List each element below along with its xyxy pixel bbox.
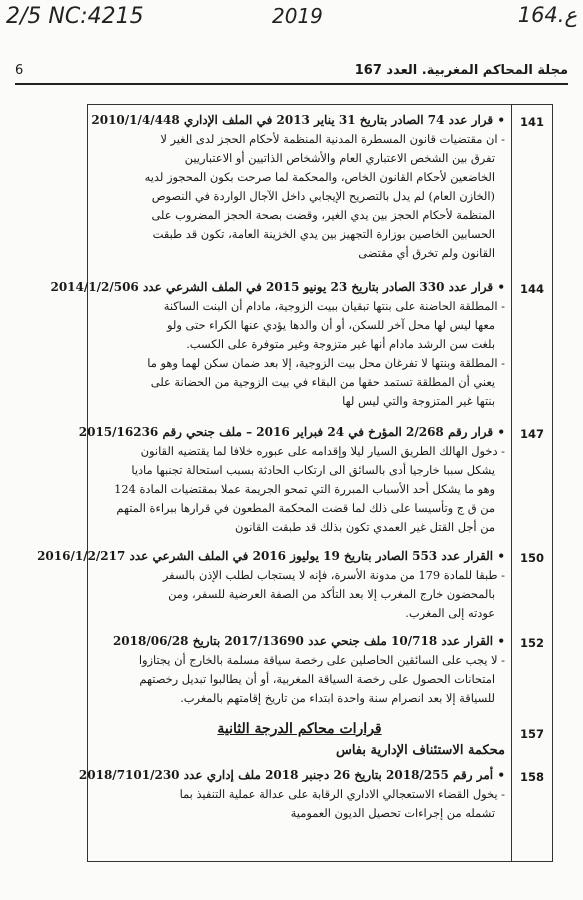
entry-text: يشكل سببا خارجيا أدى بالسائق الى ارتكاب الحادثة بسبب استحالة تجنبها ماديا xyxy=(131,463,495,477)
index-entry xyxy=(78,423,505,537)
entry-text: من أجل القتل غير العمدي تكون بذلك قد طبقت القانون xyxy=(234,520,495,534)
entry-text: - لا يجب على السائقين الحاصلين على رخصة سياقة مسلمة بالخارج أن يجتازوا xyxy=(138,653,505,667)
handwritten-reference: 2/5 NC:4215 xyxy=(6,4,144,29)
entry-page-number: 147 xyxy=(519,427,544,441)
handwritten-year: 2019 xyxy=(272,4,323,28)
entry-text: تفرق بين الشخص الاعتباري العام والأشخاص الذاتيين أو الاعتباريين xyxy=(184,151,495,165)
entry-text: من ق ج وتأسيسا على ذلك لما قضت المحكمة المطعون في قرارها ببراءة المتهم xyxy=(116,501,495,515)
entry-text: - يخول القضاء الاستعجالي الاداري الرقابة على عدالة عملية التنفيذ بما xyxy=(179,787,505,801)
court-name: محكمة الاستئناف الإدارية بفاس xyxy=(335,743,505,758)
entry-text: يعني أن المطلقة تستمد حقها من البقاء في بيت الزوجية من الحضانة على xyxy=(150,375,495,389)
entry-heading: • القرار عدد 553 الصادر بتاريخ 19 يوليوز 2016 في الملف الشرعي عدد 2016/1/2/217 xyxy=(37,549,505,563)
entry-text: للسياقة إلا بعد انصرام سنة واحدة ابتداء من تاريخ إقامتهم بالمغرب. xyxy=(180,691,495,705)
entry-page-number: 150 xyxy=(519,551,544,565)
index-entry xyxy=(91,111,505,263)
index-entry xyxy=(50,278,505,411)
running-header xyxy=(15,63,568,85)
entry-text: - دخول الهالك الطريق السيار ليلا وإقدامه على عبوره خلافا لما يقتضيه القانون xyxy=(140,444,505,458)
entry-text: معها ليس لها محل آخر للسكن، أو أن والدها يؤدي عنها الكراء حتى ولو xyxy=(167,318,495,332)
entry-text: الخاضعين لأحكام القانون الخاص، والمحكمة لما صرحت بكون المحجوز لديه xyxy=(144,170,495,184)
index-entry xyxy=(94,632,505,708)
entry-text: بنتها غير المتزوجة والتي ليس لها xyxy=(342,394,495,408)
page-number: 6 xyxy=(15,63,24,78)
entry-text: امتحانات الحصول على رخصة السياقة المغربية، أو أن يطالبوا تبديل رخصتهم xyxy=(139,672,495,686)
index-entry xyxy=(78,766,505,823)
entry-text: (الخازن العام) لم يدل بالتصريح الإيجابي داخل الآجال الواردة في النصوص xyxy=(151,189,495,203)
entry-text: - طبقا للمادة 179 من مدونة الأسرة، فإنه لا يستجاب لطلب الإذن بالسفر xyxy=(162,568,505,582)
entry-heading: • قرار عدد 74 الصادر بتاريخ 31 يناير 2013 في الملف الإداري 2010/1/4/448 xyxy=(91,113,505,127)
entry-page-number: 144 xyxy=(519,282,544,296)
section-title: قرارات محاكم الدرجة الثانية xyxy=(217,721,382,737)
entry-text: تشمله من إجراءات تحصيل الديون العمومية xyxy=(290,806,495,820)
entry-heading: • قرار عدد 330 الصادر بتاريخ 23 يونيو 2015 في الملف الشرعي عدد 2014/1/2/506 xyxy=(50,280,505,294)
entry-text: عودته إلى المغرب. xyxy=(405,606,495,620)
entry-text: - المطلقة الحاضنة على بنتها تبقيان ببيت الزوجية، مادام أن البنت الساكنة xyxy=(163,299,505,313)
entry-page-number: 158 xyxy=(519,770,544,784)
handwritten-issue: 164.ع xyxy=(517,3,577,27)
entry-text: وهو ما يشكل أحد الأسباب المبررة التي تمحو الجريمة عملا بمقتضيات المادة 124 xyxy=(114,482,495,496)
page-number-column xyxy=(511,105,552,861)
index-table xyxy=(37,104,553,862)
index-content xyxy=(37,105,511,861)
entry-text: - ان مقتضيات قانون المسطرة المدنية المنظمة لأحكام الحجز لدى الغير لا xyxy=(160,132,505,146)
journal-title: مجلة المحاكم المغربية. العدد 167 xyxy=(354,63,568,78)
entry-page-number: 152 xyxy=(519,636,544,650)
index-entry xyxy=(37,547,505,623)
entry-heading: • قرار رقم 2/268 المؤرخ في 24 فبراير 2016 – ملف جنحي رقم 2015/16236 xyxy=(78,425,505,439)
entry-page-number: 141 xyxy=(519,115,544,129)
entry-heading: • القرار عدد 10/718 ملف جنحي عدد 2017/13690 بتاريخ 2018/06/28 xyxy=(112,634,505,648)
entry-text: بالمحضون خارج المغرب إلا بعد التأكد من الصفة العرضية للسفر، ومن xyxy=(168,587,495,601)
entry-text: - المطلقة وبنتها لا تفرغان محل بيت الزوجية، إلا بعد ضمان سكن لهما وهو ما xyxy=(147,356,505,370)
entry-text: الحسابين الخاصين بوزارة التجهيز بين يدي الخزينة العامة، تكون قد طبقت xyxy=(152,227,495,241)
entry-text: المنظمة لأحكام الحجز بين يدي الغير، وقضت بصحة الحجز المضروب على xyxy=(151,208,495,222)
entry-heading: • أمر رقم 2018/255 بتاريخ 26 دجنبر 2018 ملف إداري عدد 2018/7101/230 xyxy=(78,768,505,782)
entry-page-number: 157 xyxy=(519,727,544,741)
entry-text: القانون ولم تخرق أي مقتضى xyxy=(358,246,495,260)
entry-text: بلغت سن الرشد مادام أنها غير متزوجة وغير متوفرة على الكسب. xyxy=(186,337,495,351)
